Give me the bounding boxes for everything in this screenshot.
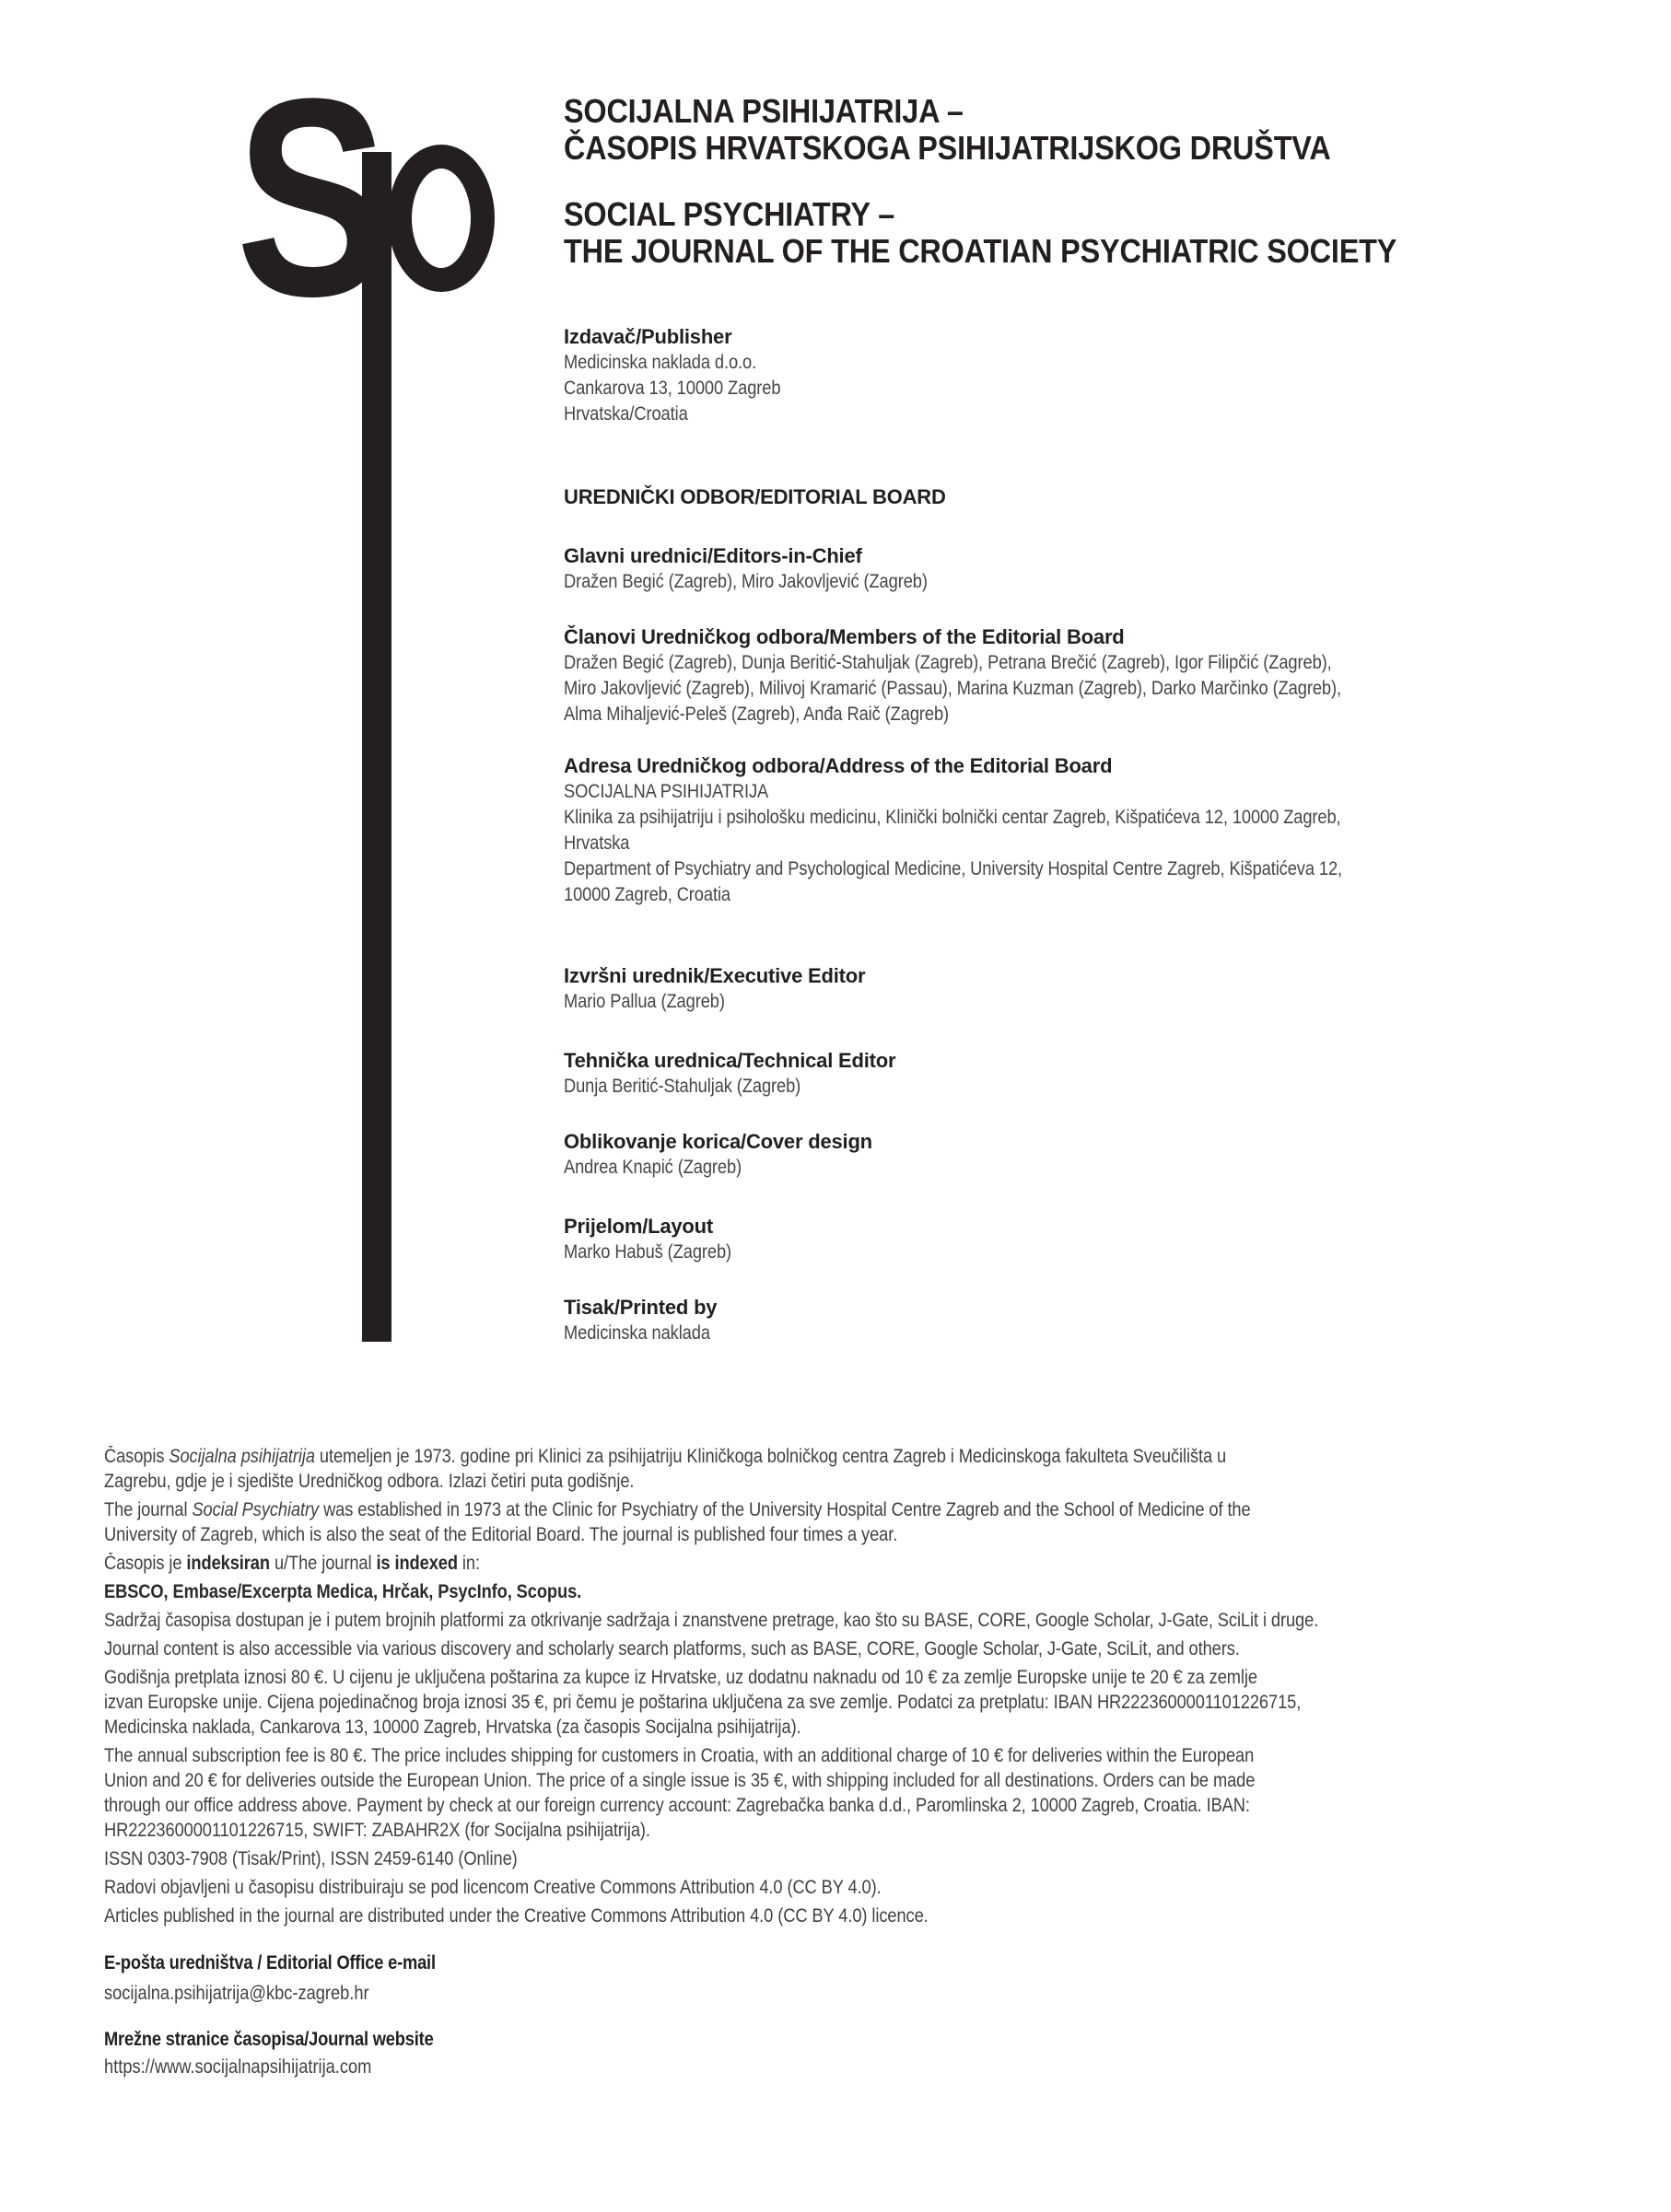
logo-p-bowl xyxy=(400,157,483,280)
license-line-hr: Radovi objavljeni u časopisu distribuiraju se pod licencom Creative Commons Attribution 4.0 (CC BY 4.0). xyxy=(104,1877,882,1898)
license-line-en: Articles published in the journal are distributed under the Creative Commons Attribution 4.0 (CC BY 4.0) licence. xyxy=(104,1905,929,1927)
section-heading: Tisak/Printed by xyxy=(564,1296,718,1319)
section-heading: Adresa Uredničkog odbora/Address of the Editorial Board xyxy=(564,754,1113,777)
discovery-platforms-en: Journal content is also accessible via various discovery and scholarly search platforms, such as BASE, CORE, Google Scholar, J-Gate, SciLit, and others. xyxy=(104,1638,1240,1659)
section-heading: Glavni urednici/Editors-in-Chief xyxy=(564,544,862,567)
printer-section xyxy=(564,1295,1513,1346)
section-line: Dunja Beritić-Stahuljak (Zagreb) xyxy=(564,1076,801,1097)
section-line: Dražen Begić (Zagreb), Dunja Beritić-Stahuljak (Zagreb), Petrana Brečić (Zagreb), Igor Filipčić (Zagreb), xyxy=(564,652,1332,673)
editorial-email-link[interactable]: socijalna.psihijatrija@kbc-zagreb.hr xyxy=(104,1983,369,2004)
section-line: Department of Psychiatry and Psychological Medicine, University Hospital Centre Zagreb, Kišpatićeva 12, xyxy=(564,858,1343,879)
publisher-section xyxy=(564,324,1513,427)
section-line: Dražen Begić (Zagreb), Miro Jakovljević (Zagreb) xyxy=(564,571,928,592)
section-heading: Tehnička urednica/Technical Editor xyxy=(564,1049,896,1072)
journal-logo-monogram xyxy=(221,83,516,1354)
section-heading: Prijelom/Layout xyxy=(564,1215,714,1238)
editors-in-chief-section xyxy=(564,543,1513,595)
executive-editor-section xyxy=(564,963,1513,1015)
board-members-section xyxy=(564,624,1513,728)
discovery-platforms-hr: Sadržaj časopisa dostupan je i putem brojnih platformi za otkrivanje sadržaja i znanstvene pretrage, kao što su BASE, CORE, Google Scholar, J-Gate, SciLit i druge. xyxy=(104,1610,1319,1631)
editorial-address-section xyxy=(564,753,1513,908)
journal-website-link[interactable]: https://www.socijalnapsihijatrija.com xyxy=(104,2056,372,2078)
journal-website-heading: Mrežne stranice časopisa/Journal website xyxy=(104,2029,434,2050)
section-heading: Oblikovanje korica/Cover design xyxy=(564,1130,872,1153)
section-heading: Izvršni urednik/Executive Editor xyxy=(564,964,866,987)
journal-title-en-line1: SOCIAL PSYCHIATRY – xyxy=(564,195,895,233)
editorial-board-heading: UREDNIČKI ODBOR/EDITORIAL BOARD xyxy=(564,485,946,508)
publisher-line: Cankarova 13, 10000 Zagreb xyxy=(564,378,781,399)
section-line: Alma Mihaljević-Peleš (Zagreb), Anđa Raič (Zagreb) xyxy=(564,704,950,725)
masthead-column xyxy=(564,324,1513,1346)
section-line: 10000 Zagreb, Croatia xyxy=(564,884,731,905)
editorial-email-heading: E-pošta uredništva / Editorial Office e-mail xyxy=(104,1952,436,1973)
founding-paragraph-en: The journal Social Psychiatry was established in 1973 at the Clinic for Psychiatry of the University Hospital Centre Zagreb and the School of Medicine of the University of Zagreb, which is also the seat of the Editorial Board. The journal is published four times a year. xyxy=(104,1499,1251,1545)
section-line: Hrvatska xyxy=(564,832,630,854)
journal-title-hr-line1: SOCIJALNA PSIHIJATRIJA – xyxy=(564,92,964,130)
journal-title-en-line2: THE JOURNAL OF THE CROATIAN PSYCHIATRIC SOCIETY xyxy=(564,232,1397,270)
layout-section xyxy=(564,1214,1513,1265)
indexing-intro-line: Časopis je indeksiran u/The journal is indexed in: xyxy=(104,1553,480,1574)
subscription-paragraph-hr: Godišnja pretplata iznosi 80 €. U cijenu je uključena poštarina za kupce iz Hrvatske, uz dodatnu naknadu od 10 € za zemlje Europske unije te 20 € za zemlje izvan Europske unije. Cijena pojedinačnog broja iznosi 35 €, pri čemu je poštarina uključena za sve zemlje. Podatci za pretplatu: IBAN HR2223600001101226715, Medicinska naklada, Cankarova 13, 10000 Zagreb, Hrvatska (za časopis Socijalna psihijatrija). xyxy=(104,1667,1302,1738)
section-line: Andrea Knapić (Zagreb) xyxy=(564,1157,742,1178)
publisher-heading: Izdavač/Publisher xyxy=(564,325,732,348)
cover-design-section xyxy=(564,1129,1513,1181)
section-line: SOCIJALNA PSIHIJATRIJA xyxy=(564,781,769,802)
subscription-paragraph-en: The annual subscription fee is 80 €. The price includes shipping for customers in Croatia, with an additional charge of 10 € for deliveries within the European Union and 20 € for deliveries outside the European Union. The price of a single issue is 35 €, with shipping included for all destinations. Orders can be made through our office address above. Payment by check at our foreign currency account: Zagrebačka banka d.d., Paromlinska 2, 10000 Zagreb, Croatia. IBAN: HR2223600001101226715, SWIFT: ZABAHR2X (for Socijalna psihijatrija). xyxy=(104,1745,1256,1841)
technical-editor-section xyxy=(564,1048,1513,1100)
section-line: Klinika za psihijatriju i psihološku medicinu, Klinički bolnički centar Zagreb, Kišpatićeva 12, 10000 Zagreb, xyxy=(564,807,1341,828)
section-line: Medicinska naklada xyxy=(564,1322,710,1344)
publisher-line: Hrvatska/Croatia xyxy=(564,403,688,425)
publisher-line: Medicinska naklada d.o.o. xyxy=(564,352,757,373)
section-heading: Članovi Uredničkog odbora/Members of the Editorial Board xyxy=(564,625,1125,648)
section-line: Miro Jakovljević (Zagreb), Milivoj Kramarić (Passau), Marina Kuzman (Zagreb), Darko Marčinko (Zagreb), xyxy=(564,678,1341,699)
journal-title-hr-line2: ČASOPIS HRVATSKOGA PSIHIJATRIJSKOG DRUŠTVA xyxy=(564,129,1331,167)
founding-paragraph-hr: Časopis Socijalna psihijatrija utemeljen je 1973. godine pri Klinici za psihijatriju Kliničkoga bolničkog centra Zagreb i Medicinskoga fakulteta Sveučilišta u Zagrebu, gdje je i sjedište Uredničkog odbora. Izlazi četiri puta godišnje. xyxy=(104,1446,1227,1492)
journal-titles xyxy=(564,93,1490,270)
logo-s-letter: S xyxy=(236,83,388,355)
indexing-databases-line: EBSCO, Embase/Excerpta Medica, Hrčak, PsycInfo, Scopus. xyxy=(104,1581,582,1602)
section-line: Mario Pallua (Zagreb) xyxy=(564,991,725,1012)
issn-line: ISSN 0303-7908 (Tisak/Print), ISSN 2459-6140 (Online) xyxy=(104,1848,518,1869)
section-line: Marko Habuš (Zagreb) xyxy=(564,1241,732,1263)
journal-info-footer xyxy=(104,1444,1587,2079)
